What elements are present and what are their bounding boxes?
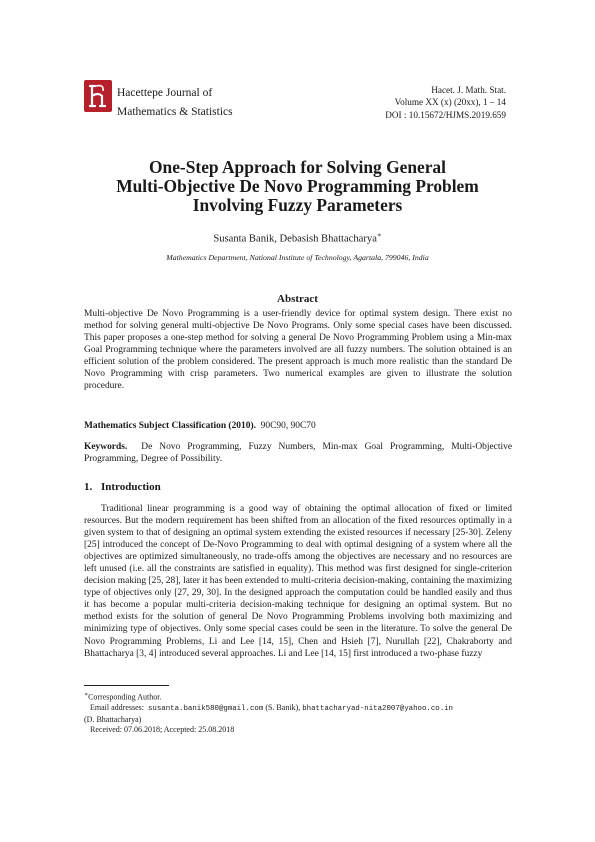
corresponding-mark: ∗ (84, 692, 89, 698)
introduction-text: Traditional linear programming is a good way of obtaining the optimal allocation of fixed or limited resources. But the modern requirement has been shifted from an allocation of the fixed resources optimally in a given system to that of designing an optimal system extending the existed resources if necessary [25-30]. Zeleny [25] introduced the concept of De-Novo Programming to deal with optimal designing of a system where all the objectives are optimized simultaneously, no trade-offs among the objectives are necessary and no resources are left unused (i.e. all the constraints are satisfied in equality). This method was first designed for single-criterion decision making [25, 28], later it has been extended to multi-criteria decision-making, containing the maximizing type of objectives only [27, 29, 30]. In the designed approach the computation could be handled easily and thus it has become a popular multi-criteria decision-making technique for designing an optimal system. But no method exists for the solution of general De Novo Programming Problems involving both maximizing and minimizing type of objectives. Only some special cases could be seen in the literature. To solve the general De Novo Programming Problems, Li and Lee [14, 15], Chen and Hsieh [7], Nurullah [22], Chakraborty and Bhattacharya [3, 4] introduced several approaches. Li and Lee [14, 15] first introduced a two-phase fuzzy (84, 504, 512, 659)
section-number: 1. (84, 481, 93, 493)
affiliation: Mathematics Department, National Institute of Technology, Agartala, 799046, India (166, 253, 429, 262)
email-link-2[interactable]: bhattacharyad-nita2007@yahoo.co.in (302, 705, 453, 714)
author-names: Susanta Banik, Debasish Bhattacharya (213, 233, 377, 245)
journal-name-line1: Hacettepe Journal of (117, 87, 213, 99)
citation-doi: DOI : 10.15672/HJMS.2019.659 (385, 109, 506, 120)
footnote-email-owner-2: (D. Bhattacharya) (84, 714, 142, 724)
abstract-heading: Abstract (277, 293, 318, 305)
journal-logo-icon (84, 80, 112, 112)
email-label: Email addresses: (90, 703, 144, 713)
keywords-line (84, 441, 512, 465)
section-heading (84, 481, 161, 493)
title-line: Involving Fuzzy Parameters (192, 195, 403, 215)
footnote-rule (84, 685, 169, 686)
author-list (80, 231, 515, 245)
section-title: Introduction (101, 481, 161, 493)
footnote-corresponding (84, 690, 514, 703)
abstract-text: Multi-objective De Novo Programming is a user-friendly device for optimal system design. There exist no method for solving general multi-objective De Novo Programs. Only some special cases have been discussed. This paper proposes a one-step method for solving a general De Novo Programming Problem using a Min-max Goal Programming technique where the parameters involved are all fuzzy numbers. The solution obtained is an efficient solution of the problem considered. The present approach is much more realistic than the standard De Novo Programming with crisp parameters. Two numerical examples are given to illustrate the solution procedure. (84, 309, 512, 392)
msc-label: Mathematics Subject Classification (2010). (84, 421, 256, 431)
footnotes (84, 690, 514, 736)
msc-value: 90C90, 90C70 (260, 421, 316, 431)
paper-title (80, 158, 515, 215)
keywords-label: Keywords. (84, 442, 128, 452)
citation-journal: Hacet. J. Math. Stat. (431, 85, 506, 95)
title-line: One-Step Approach for Solving General (149, 157, 446, 177)
footnote-emails (84, 703, 514, 715)
corresponding-text: Corresponding Author. (88, 692, 162, 702)
email-owner-1: (S. Banik), (265, 703, 301, 713)
citation-block (385, 84, 506, 121)
msc-line (84, 420, 512, 432)
email-link-1[interactable]: susanta.banik580@gmail.com (147, 705, 264, 714)
journal-name-line2: Mathematics & Statistics (117, 106, 233, 118)
keywords-value: De Novo Programming, Fuzzy Numbers, Min-max Goal Programming, Multi-Objective Programming, Degree of Possibility. (84, 442, 513, 465)
title-line: Multi-Objective De Novo Programming Problem (116, 176, 479, 196)
corresponding-mark: ∗ (376, 231, 382, 239)
footnote-dates: Received: 07.06.2018; Accepted: 25.08.2018 (90, 725, 235, 735)
citation-volume: Volume XX (x) (20xx), 1 – 14 (394, 97, 506, 108)
